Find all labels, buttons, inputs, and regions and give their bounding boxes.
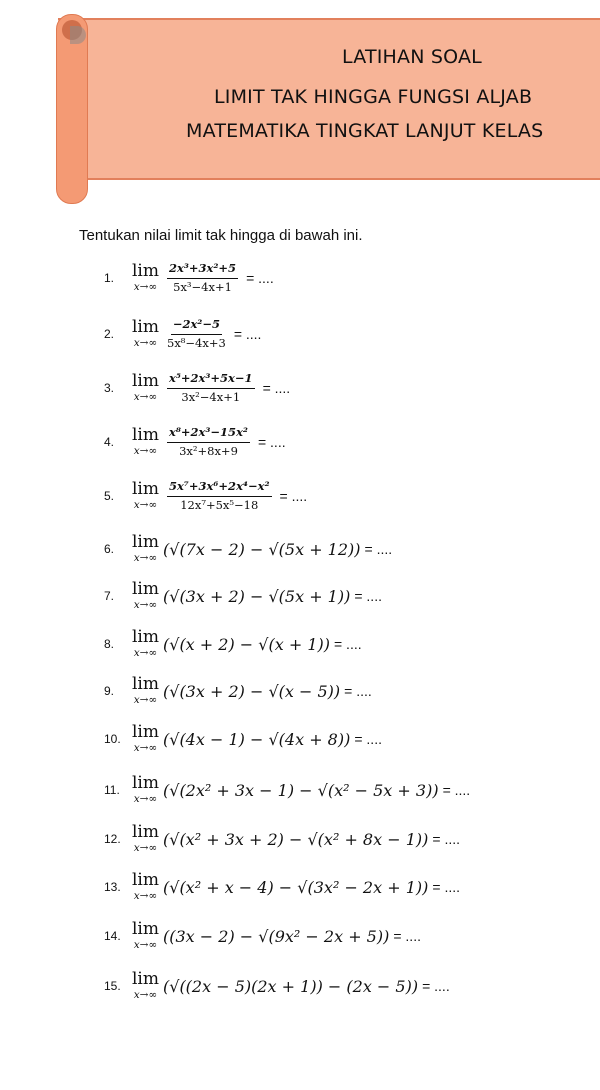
problem-item (104, 314, 600, 354)
limit-operator (132, 724, 159, 754)
fraction-denominator: 5x³−4x+1 (173, 279, 232, 294)
problem-item (104, 624, 600, 664)
limit-expression: (√(7x − 2) − √(5x + 12)) (163, 539, 361, 559)
problem-number: 4. (104, 435, 115, 449)
problem-item (104, 719, 600, 759)
equals-blank: = .... (432, 879, 460, 895)
fraction (167, 480, 272, 511)
equals-blank: = .... (442, 782, 471, 798)
equals-blank: = .... (344, 683, 372, 699)
problem-number: 14. (104, 929, 121, 943)
limit-word: lim (132, 261, 159, 282)
fraction-numerator: x⁸+2x³−15x² (167, 426, 250, 442)
limit-subscript: x→∞ (133, 337, 158, 350)
equals-blank: = .... (354, 588, 382, 604)
equals-blank: = .... (422, 978, 450, 994)
problem-item (104, 476, 600, 516)
equals-blank: = .... (262, 380, 291, 396)
limit-word: lim (132, 425, 159, 446)
limit-word: lim (132, 579, 159, 600)
limit-expression: (√(3x + 2) − √(x − 5)) (163, 681, 341, 701)
limit-word: lim (132, 317, 159, 338)
limit-expression: (√(x² + x − 4) − √(3x² − 2x + 1)) (163, 877, 429, 897)
limit-expression: (√(2x² + 3x − 1) − √(x² − 5x + 3)) (163, 780, 439, 800)
fraction (167, 426, 250, 457)
limit-operator (132, 629, 159, 659)
banner-title-line3: MATEMATIKA TINGKAT LANJUT KELAS (186, 120, 544, 142)
equals-blank: = .... (333, 636, 362, 652)
problem-number: 1. (104, 271, 115, 285)
limit-word: lim (132, 532, 159, 553)
limit-operator (132, 775, 159, 805)
problem-number: 9. (104, 684, 115, 698)
fraction-denominator: 3x²+8x+9 (179, 443, 238, 458)
limit-operator (132, 921, 159, 951)
problem-number: 15. (104, 979, 121, 993)
limit-subscript: x→∞ (133, 391, 158, 404)
limit-word: lim (132, 674, 159, 695)
limit-word: lim (132, 822, 159, 843)
problem-item (104, 867, 600, 907)
problem-number: 5. (104, 489, 115, 503)
limit-operator (132, 581, 159, 611)
limit-operator (132, 872, 159, 902)
problem-item (104, 819, 600, 859)
fraction-denominator: 3x²−4x+1 (181, 389, 241, 404)
limit-expression: ((3x − 2) − √(9x² − 2x + 5)) (163, 926, 390, 946)
problem-number: 3. (104, 381, 115, 395)
limit-expression: (√(x + 2) − √(x + 1)) (163, 634, 330, 654)
limit-operator (132, 676, 159, 706)
equals-blank: = .... (233, 326, 262, 342)
limit-expression: (√(x² + 3x + 2) − √(x² + 8x − 1)) (163, 829, 429, 849)
problem-item (104, 529, 600, 569)
limit-subscript: x→∞ (133, 647, 158, 660)
limit-word: lim (132, 773, 159, 794)
problem-number: 6. (104, 542, 115, 556)
equals-blank: = .... (246, 270, 274, 286)
limit-subscript: x→∞ (133, 793, 158, 806)
fraction (167, 318, 226, 349)
limit-subscript: x→∞ (133, 742, 158, 755)
limit-word: lim (132, 627, 159, 648)
limit-word: lim (132, 969, 159, 990)
limit-subscript: x→∞ (133, 890, 158, 903)
limit-operator (132, 824, 159, 854)
problem-number: 10. (104, 732, 121, 746)
limit-subscript: x→∞ (133, 281, 158, 294)
banner-title-line2: LIMIT TAK HINGGA FUNGSI ALJAB (214, 86, 533, 108)
fraction-denominator: 12x⁷+5x⁵−18 (180, 497, 259, 512)
limit-subscript: x→∞ (133, 842, 158, 855)
limit-subscript: x→∞ (133, 939, 158, 952)
limit-expression: (√(3x + 2) − √(5x + 1)) (163, 586, 351, 606)
problem-item (104, 770, 600, 810)
fraction-numerator: −2x²−5 (171, 318, 222, 334)
limit-word: lim (132, 371, 159, 392)
problem-item (104, 368, 600, 408)
limit-expression: (√((2x − 5)(2x + 1)) − (2x − 5)) (163, 976, 419, 996)
problem-number: 12. (104, 832, 121, 846)
limit-operator (132, 534, 159, 564)
limit-word: lim (132, 870, 159, 891)
problem-item (104, 422, 600, 462)
problem-item (104, 576, 600, 616)
equals-blank: = .... (364, 541, 393, 557)
fraction-denominator: 5x⁸−4x+3 (167, 335, 226, 350)
equals-blank: = .... (393, 928, 421, 944)
problem-number: 11. (104, 783, 120, 797)
limit-subscript: x→∞ (133, 989, 158, 1002)
fraction-numerator: 5x⁷+3x⁶+2x⁴−x² (167, 480, 272, 496)
limit-word: lim (132, 479, 159, 500)
limit-operator (132, 373, 159, 403)
fraction-numerator: x⁵+2x³+5x−1 (167, 372, 255, 388)
limit-operator (132, 319, 159, 349)
problem-number: 8. (104, 637, 115, 651)
problem-item (104, 671, 600, 711)
limit-operator (132, 971, 159, 1001)
problem-number: 2. (104, 327, 115, 341)
limit-subscript: x→∞ (133, 552, 158, 565)
limit-operator (132, 263, 159, 293)
fraction (167, 262, 238, 293)
limit-word: lim (132, 722, 159, 743)
fraction-numerator: 2x³+3x²+5 (167, 262, 238, 278)
problem-item (104, 258, 600, 298)
limit-subscript: x→∞ (133, 599, 158, 612)
fraction (167, 372, 255, 403)
limit-expression: (√(4x − 1) − √(4x + 8)) (163, 729, 351, 749)
instruction-text: Tentukan nilai limit tak hingga di bawah ini. (79, 227, 363, 244)
equals-blank: = .... (257, 434, 286, 450)
problem-number: 13. (104, 880, 121, 894)
limit-subscript: x→∞ (133, 694, 158, 707)
equals-blank: = .... (354, 731, 382, 747)
limit-subscript: x→∞ (133, 445, 158, 458)
problem-item (104, 966, 600, 1006)
limit-operator (132, 481, 159, 511)
equals-blank: = .... (279, 488, 308, 504)
limit-word: lim (132, 919, 159, 940)
problem-item (104, 916, 600, 956)
limit-operator (132, 427, 159, 457)
banner-title-line1: LATIHAN SOAL (342, 46, 482, 68)
problem-number: 7. (104, 589, 115, 603)
equals-blank: = .... (432, 831, 460, 847)
limit-subscript: x→∞ (133, 499, 158, 512)
